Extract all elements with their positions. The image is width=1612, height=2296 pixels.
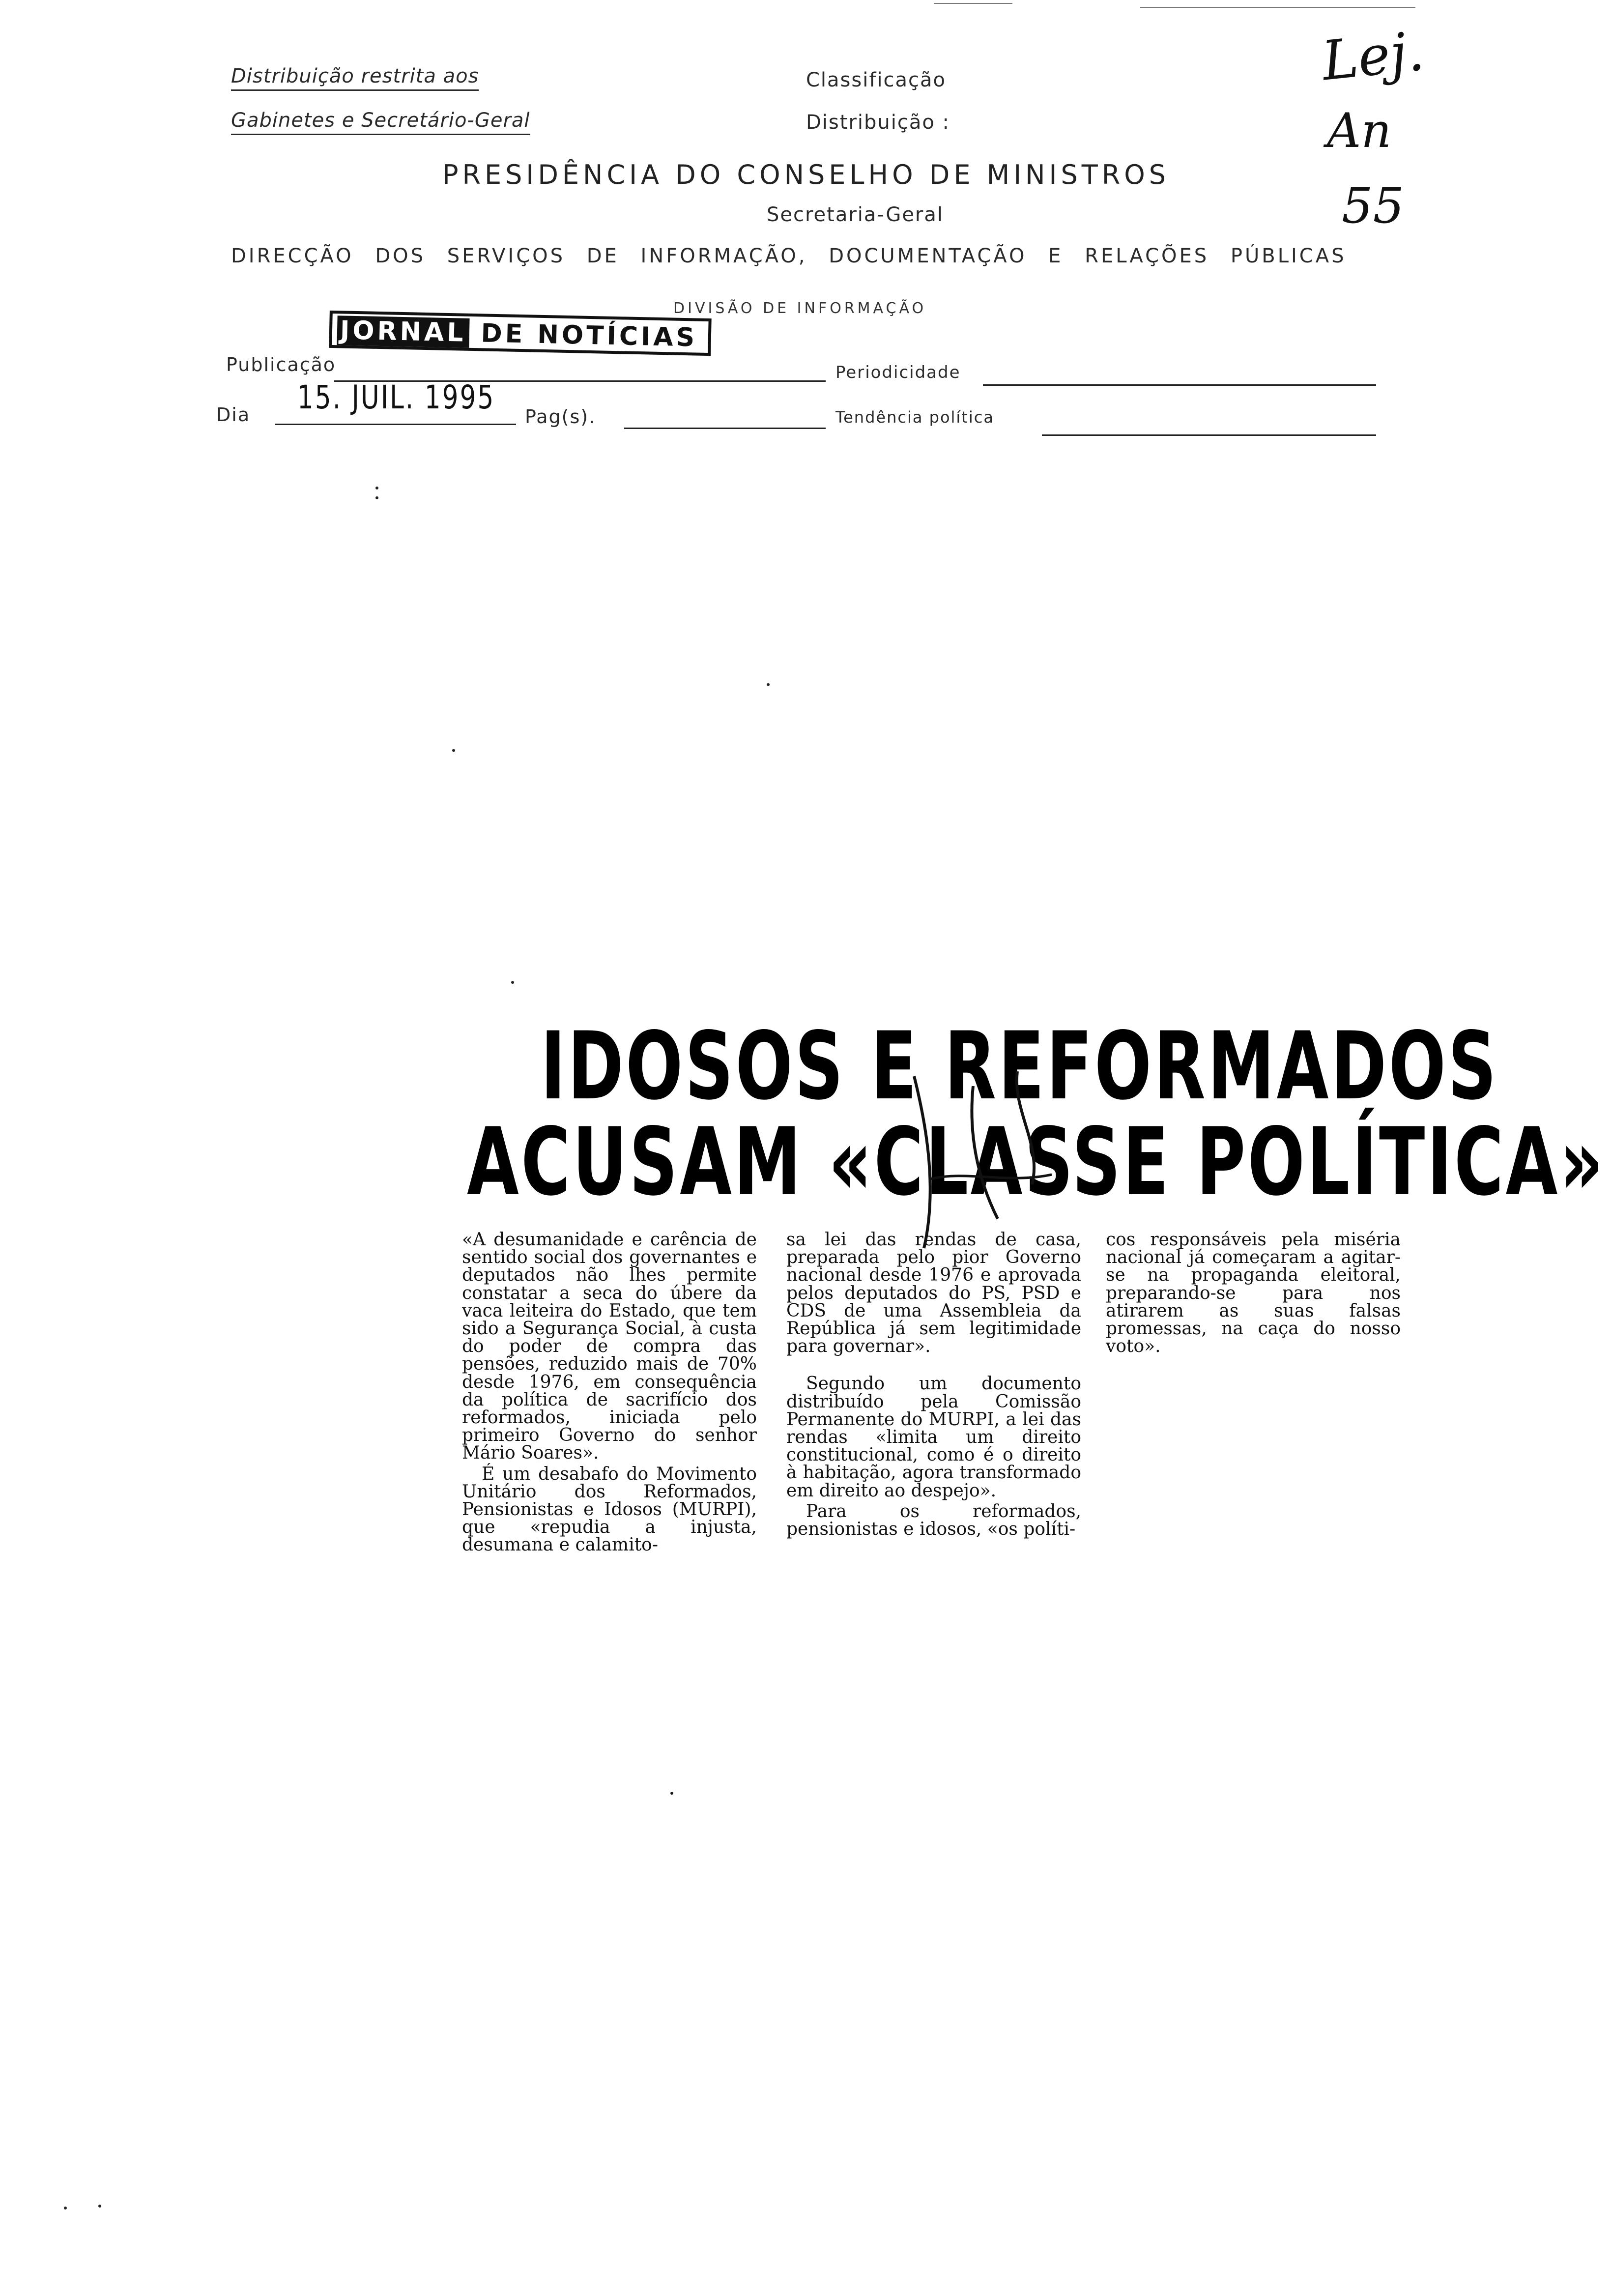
newspaper-stamp bbox=[329, 311, 712, 356]
article-paragraph: sa lei das rendas de casa, preparada pelo pior Governo nacional desde 1976 e aprovada pelos deputados do PS, PSD e CDS de uma Assembleia da República já sem legitimidade para governar». bbox=[786, 1230, 1081, 1357]
top-edge-rule bbox=[934, 3, 1012, 4]
periodicity-line bbox=[983, 384, 1376, 386]
classification-label: Classificação bbox=[806, 69, 947, 91]
day-value: 15. JUIL. 1995 bbox=[297, 378, 495, 416]
article-column-1 bbox=[462, 1231, 757, 1554]
speck bbox=[375, 487, 378, 489]
article-paragraph: Segundo um documento distribuído pela Comissão Permanente do MURPI, a lei das rendas «limita um direito constitucional, como é o direito à habitação, agora transformado em direito ao despejo». bbox=[786, 1374, 1081, 1501]
distribution-label: Distribuição : bbox=[806, 111, 950, 134]
handwritten-note-1: Lej. bbox=[1319, 19, 1427, 93]
speck bbox=[511, 981, 514, 984]
speck bbox=[767, 683, 770, 686]
tendency-label: Tendência política bbox=[835, 408, 994, 427]
article-paragraph: Para os reformados, pensionistas e idosos, «os políti- bbox=[786, 1501, 1081, 1540]
periodicity-label: Periodicidade bbox=[835, 363, 961, 382]
distribution-line-2: Gabinetes e Secretário-Geral bbox=[231, 109, 530, 132]
pages-label: Pag(s). bbox=[525, 406, 596, 428]
article-column-3 bbox=[1106, 1231, 1401, 1355]
speck bbox=[670, 1792, 673, 1795]
speck bbox=[98, 2205, 101, 2208]
top-edge-rule bbox=[1140, 7, 1415, 8]
stamp-text: DE NOTÍCIAS bbox=[480, 318, 698, 353]
stamp-blotted-word: JORNAL bbox=[337, 316, 469, 348]
page-title: PRESIDÊNCIA DO CONSELHO DE MINISTROS bbox=[442, 159, 1170, 190]
article-paragraph: cos responsáveis pela miséria nacional já começaram a agitar-se na propaganda eleitoral, preparando-se para nos atirarem as suas falsas promessas, na caça do nosso voto». bbox=[1106, 1230, 1401, 1357]
page-subtitle: Secretaria-Geral bbox=[766, 203, 944, 226]
article-column-2 bbox=[786, 1231, 1081, 1538]
day-line bbox=[275, 424, 516, 425]
handwritten-note-2: An bbox=[1327, 103, 1392, 158]
handwritten-note-3: 55 bbox=[1342, 177, 1405, 234]
directorate-line: DIRECÇÃO DOS SERVIÇOS DE INFORMAÇÃO, DOCUMENTAÇÃO E RELAÇÕES PÚBLICAS bbox=[231, 245, 1347, 267]
speck bbox=[375, 496, 378, 499]
article-paragraph: É um desabafo do Movimento Unitário dos Reformados, Pensionistas e Idosos (MURPI), que «repudia a injusta, desumana e calamito- bbox=[462, 1464, 757, 1555]
pages-line bbox=[624, 428, 826, 429]
distribution-line-1: Distribuição restrita aos bbox=[231, 65, 479, 87]
article-headline-line-1: IDOSOS E REFORMADOS bbox=[541, 1012, 1499, 1120]
speck bbox=[452, 749, 455, 752]
speck bbox=[64, 2207, 67, 2210]
article-paragraph: «A desumanidade e carência de sentido social dos governantes e deputados não lhes permite constatar a seca do úbere da vaca leiteira do Estado, que tem sido a Segurança Social, à custa do poder de compra das pensões, reduzido mais de 70% desde 1976, em consequência da política de sacrifício dos reformados, iniciada pelo primeiro Governo do senhor Mário Soares». bbox=[462, 1230, 757, 1464]
tendency-line bbox=[1042, 434, 1376, 436]
day-label: Dia bbox=[216, 404, 251, 426]
publication-label: Publicação bbox=[226, 354, 336, 375]
division-label: DIVISÃO DE INFORMAÇÃO bbox=[673, 300, 927, 317]
article-headline-line-2: ACUSAM «CLASSE POLÍTICA» bbox=[467, 1108, 1606, 1216]
